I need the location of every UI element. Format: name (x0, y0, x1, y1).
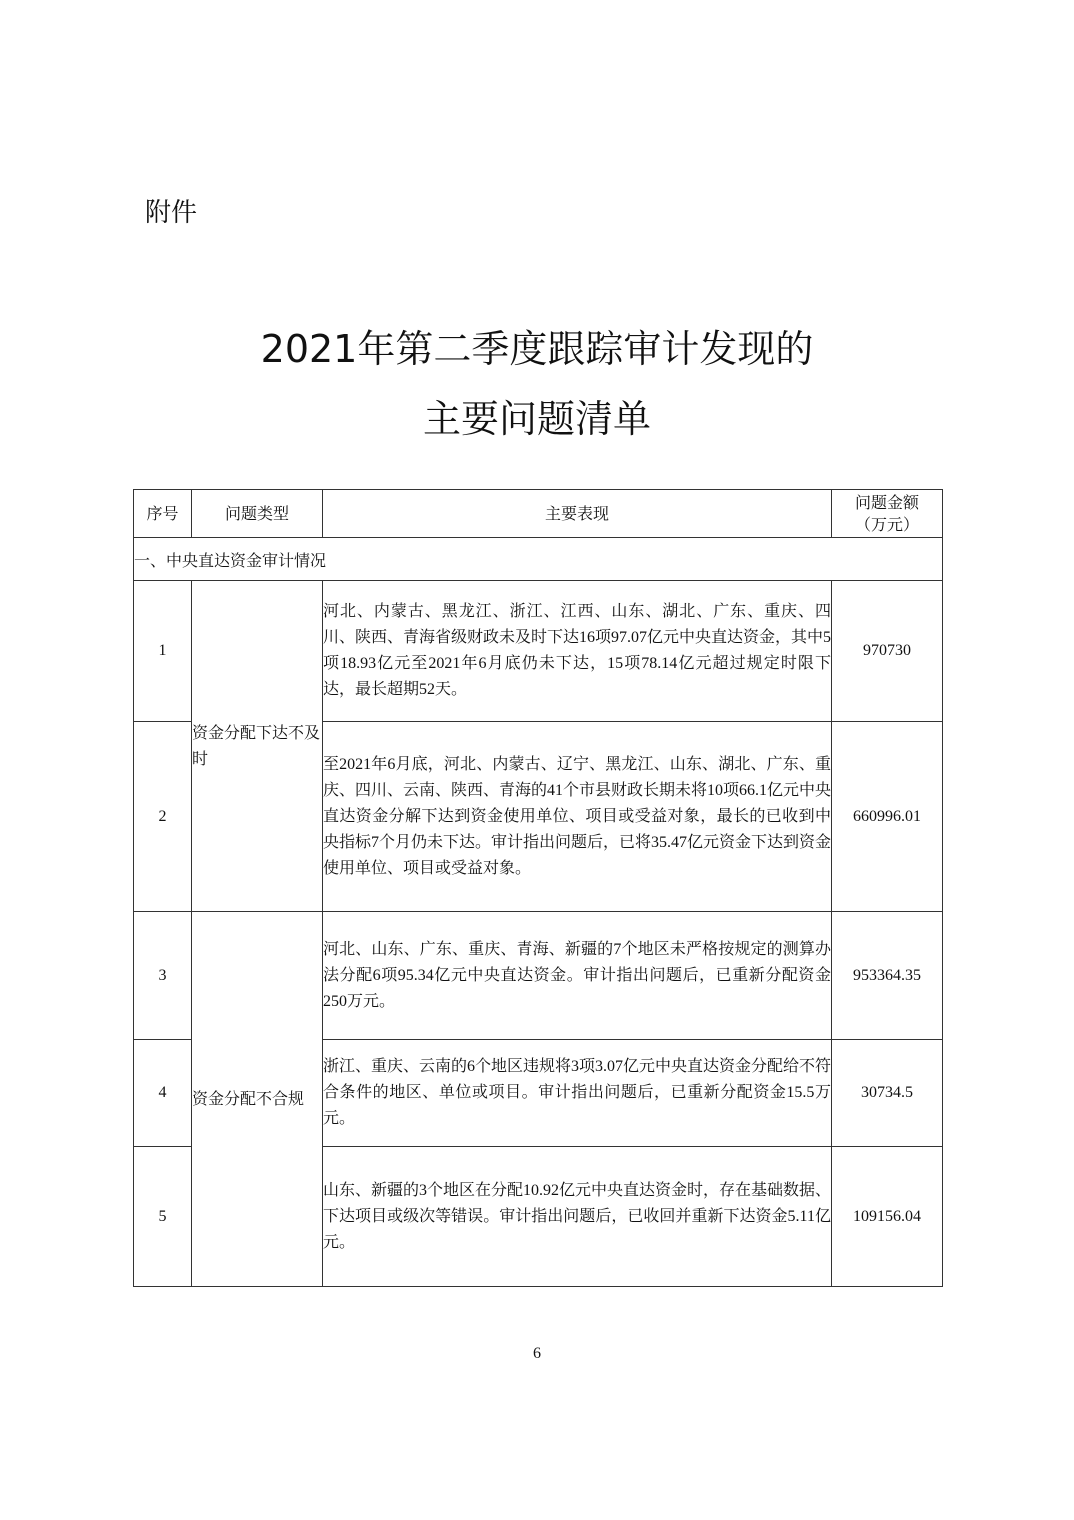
row-type: 资金分配不合规 (192, 912, 323, 1287)
header-amount-line2: （万元） (854, 514, 919, 534)
row-amount: 953364.35 (832, 912, 943, 1040)
header-seq: 序号 (134, 490, 192, 538)
row-detail: 山东、新疆的3个地区在分配10.92亿元中央直达资金时，存在基础数据、下达项目或级次等错误。审计指出问题后，已收回并重新下达资金5.11亿元。 (323, 1147, 832, 1287)
document-title-line1: 2021年第二季度跟踪审计发现的 (260, 327, 814, 371)
row-detail: 河北、内蒙古、黑龙江、浙江、江西、山东、湖北、广东、重庆、四川、陕西、青海省级财政未及时下达16项97.07亿元中央直达资金，其中5项18.93亿元至2021年6月底仍未下达，15项78.14亿元超过规定时限下达，最长超期52天。 (323, 581, 832, 722)
row-detail: 河北、山东、广东、重庆、青海、新疆的7个地区未严格按规定的测算办法分配6项95.34亿元中央直达资金。审计指出问题后，已重新分配资金250万元。 (323, 912, 832, 1040)
section-title: 一、中央直达资金审计情况 (134, 538, 943, 581)
row-amount: 109156.04 (832, 1147, 943, 1287)
attachment-label: 附件 (145, 198, 198, 228)
row-seq: 3 (134, 912, 192, 1040)
row-seq: 2 (134, 722, 192, 912)
row-seq: 5 (134, 1147, 192, 1287)
row-seq: 1 (134, 581, 192, 722)
row-seq: 4 (134, 1040, 192, 1147)
header-type: 问题类型 (192, 490, 323, 538)
header-detail: 主要表现 (323, 490, 832, 538)
header-amount (832, 490, 943, 538)
table-header-row (134, 490, 943, 538)
issues-table (133, 489, 943, 1287)
row-amount: 30734.5 (832, 1040, 943, 1147)
section-row (134, 538, 943, 581)
row-amount: 970730 (832, 581, 943, 722)
row-type: 资金分配下达不及时 (192, 581, 323, 912)
table-row (134, 581, 943, 722)
header-amount-line1: 问题金额 (854, 492, 919, 512)
document-title-line2: 主要问题清单 (422, 397, 651, 441)
row-detail: 浙江、重庆、云南的6个地区违规将3项3.07亿元中央直达资金分配给不符合条件的地区、单位或项目。审计指出问题后，已重新分配资金15.5万元。 (323, 1040, 832, 1147)
table-row (134, 912, 943, 1040)
row-detail: 至2021年6月底，河北、内蒙古、辽宁、黑龙江、山东、湖北、广东、重庆、四川、云南、陕西、青海的41个市县财政长期未将10项66.1亿元中央直达资金分解下达到资金使用单位、项目或受益对象，最长的已收到中央指标7个月仍未下达。审计指出问题后，已将35.47亿元资金下达到资金使用单位、项目或受益对象。 (323, 722, 832, 912)
row-amount: 660996.01 (832, 722, 943, 912)
page-number: 6 (533, 1345, 541, 1362)
